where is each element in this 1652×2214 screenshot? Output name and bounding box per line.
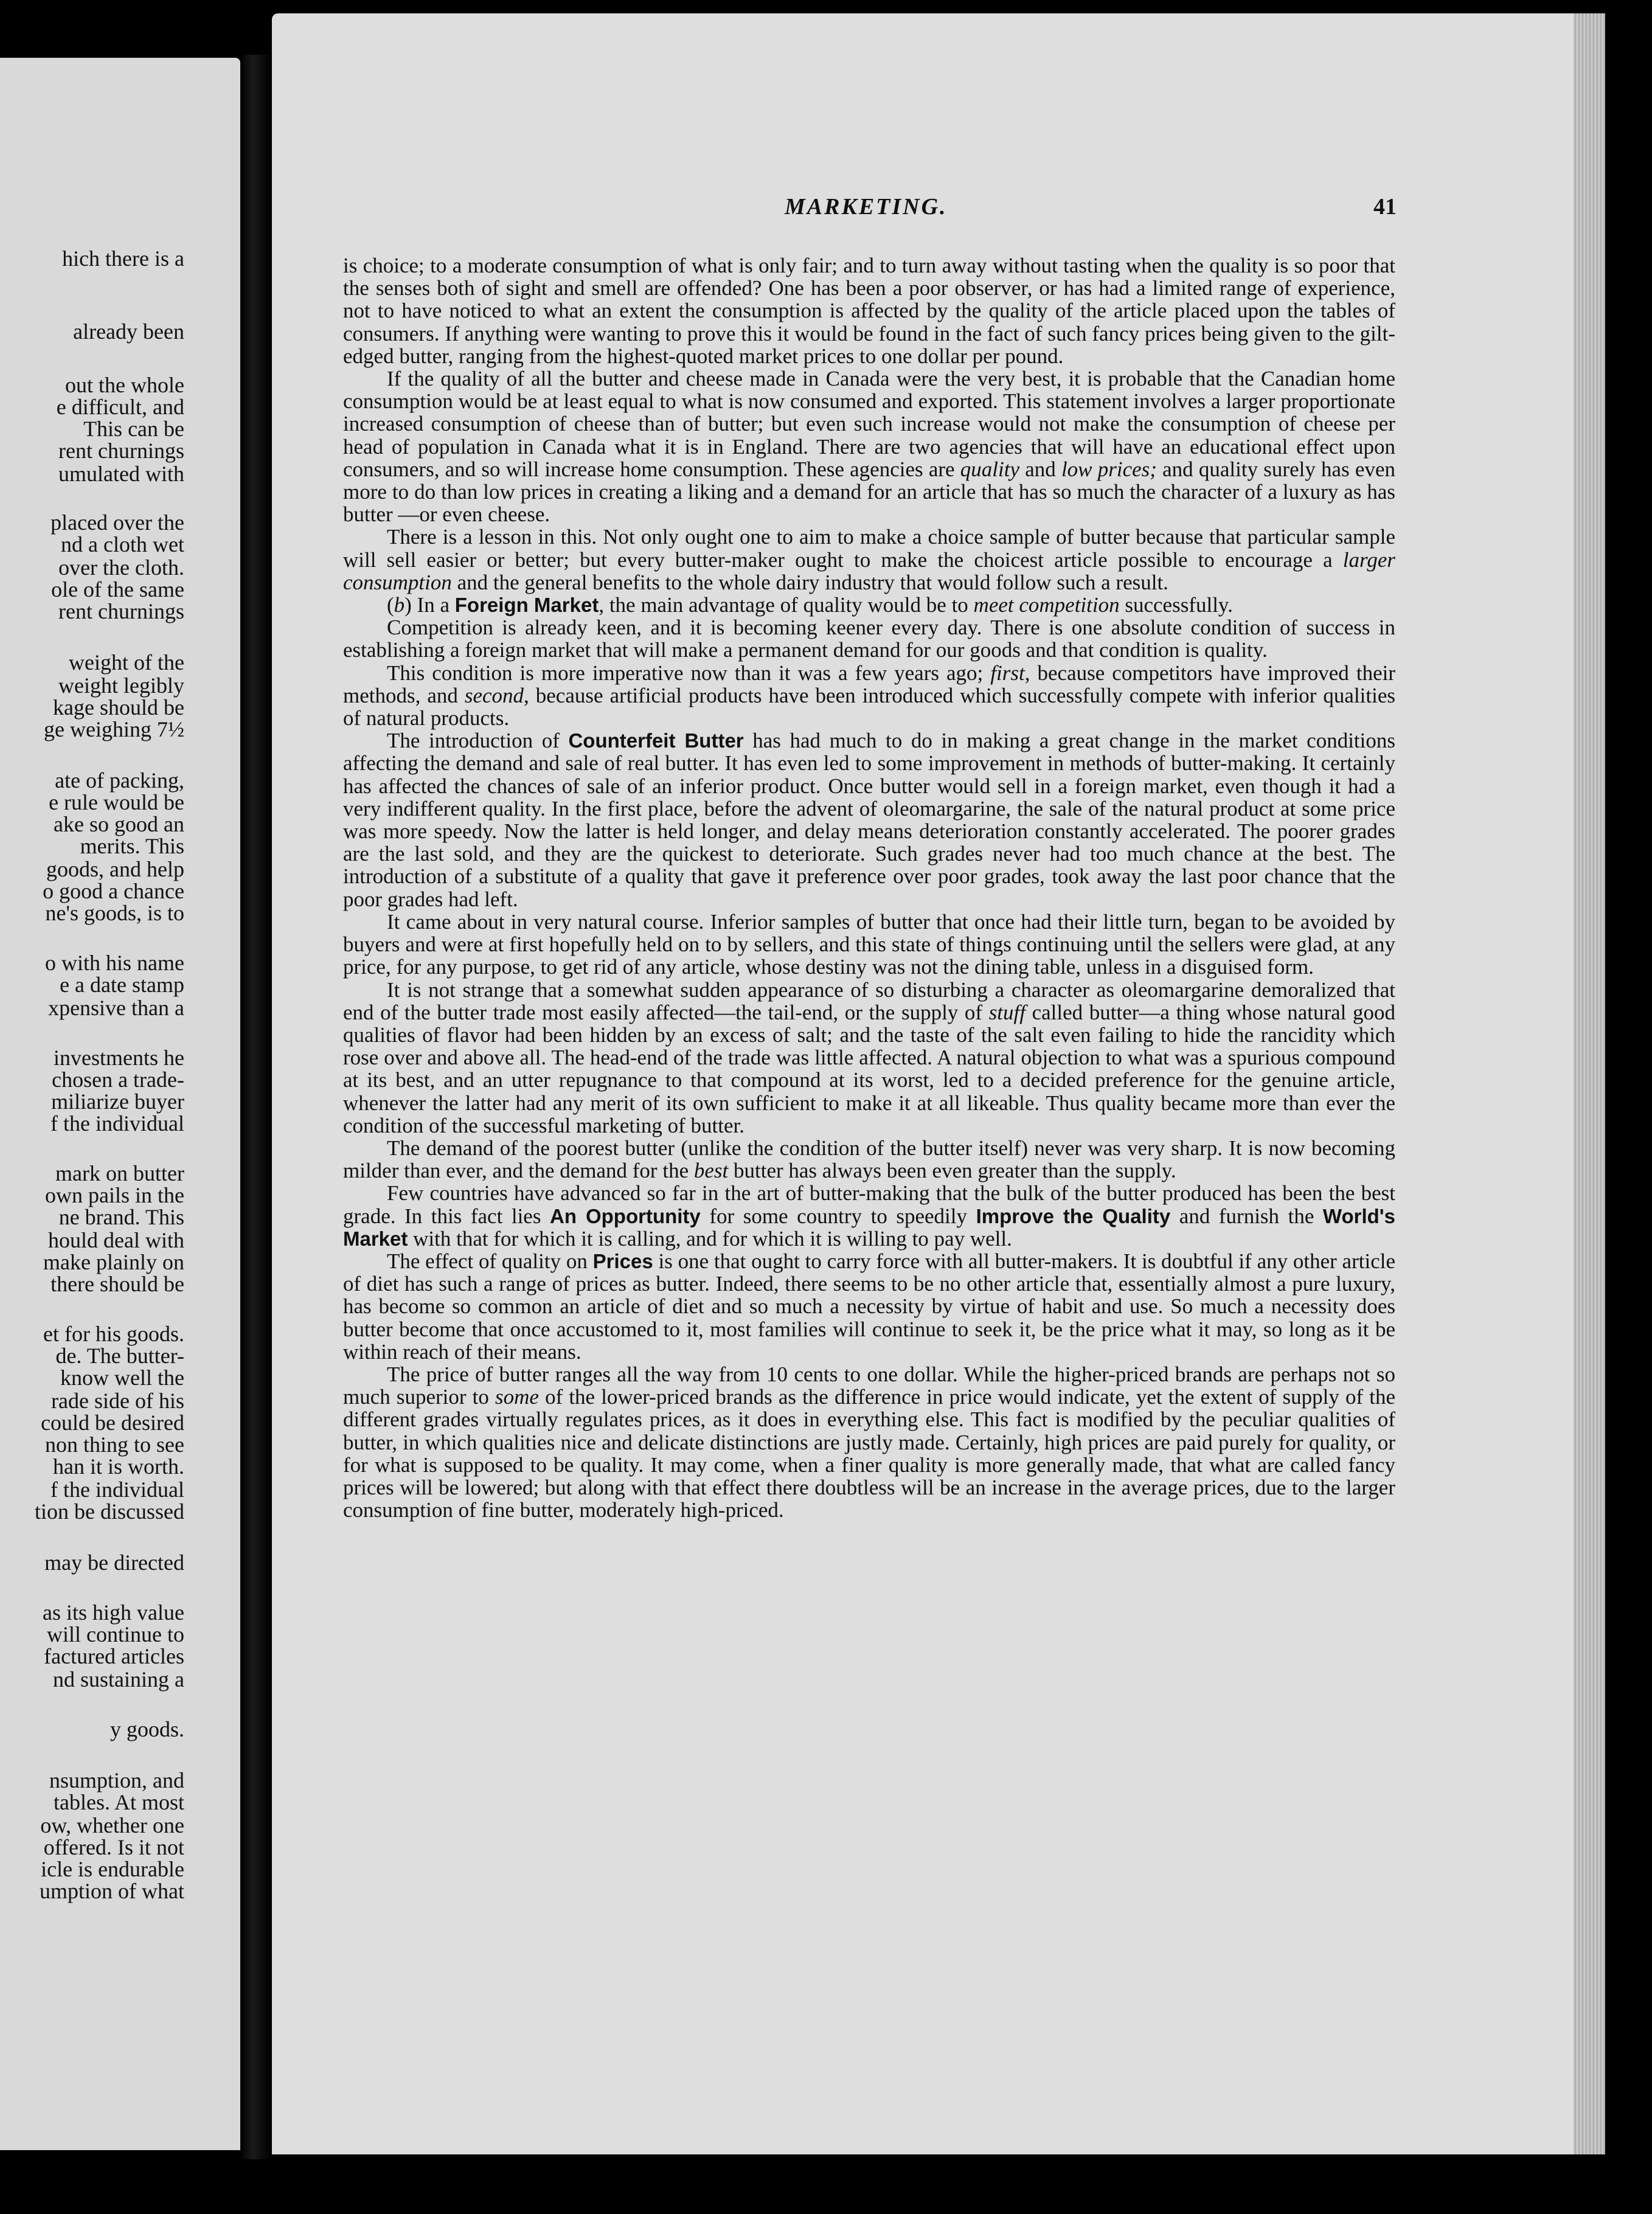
- fragment-line: kage should be: [53, 695, 184, 720]
- text-run: Competition is already keen, and it is becoming keener every day. There is one absolute condition of success in establishing a foreign market that will make a permanent demand for our goods and that condition is quality.: [343, 616, 1395, 662]
- fragment-line: know well the: [60, 1366, 184, 1390]
- book-gutter: [240, 55, 272, 2159]
- paragraph: [343, 979, 1395, 1137]
- paragraph: [343, 729, 1395, 911]
- paragraph: [343, 1137, 1395, 1182]
- text-run: has had much to do in making a great change in the market conditions affecting the demand and sale of real butter. It has even led to some improvement in methods of butter-making. It certainly has affected the chances of sale of an inferior product. Once butter would sell in a foreign market, even though it had a very indifferent quality. In the first place, before the advent of oleomargarine, the sale of the natural product at some price was more speedy. Now the latter is held longer, and delay means deterioration constantly accelerated. The poorer grades are the last sold, and they are the quickest to deteriorate. Such grades never had too much chance at the best. The introduction of a substitute of a quality that gave it preference over poor grades, took away the last poor chance that the poor grades had left.: [343, 729, 1396, 911]
- text-run: It came about in very natural course. Inferior samples of butter that once had their little turn, began to be avoided by buyers and were at first hopefully held on to by sellers, and this state of things continuing until the sellers were glad, at any price, for any purpose, to get rid of any article, whose destiny was not the dining table, unless in a disguised form.: [343, 909, 1395, 979]
- fragment-line: tion be discussed: [35, 1499, 184, 1524]
- fragment-line: miliarize buyer: [51, 1089, 184, 1114]
- fragment-line: ole of the same: [51, 577, 184, 602]
- fragment-line: ake so good an: [54, 812, 184, 836]
- fragment-line: merits. This: [80, 834, 184, 858]
- fragment-line: own pails in the: [45, 1183, 184, 1207]
- fragment-line: may be directed: [44, 1550, 184, 1575]
- text-run: butter has always been even greater than the supply.: [728, 1159, 1176, 1183]
- fragment-line: chosen a trade-: [52, 1067, 184, 1092]
- fragment-line: out the whole: [65, 373, 184, 397]
- fragment-line: ne's goods, is to: [45, 901, 184, 925]
- paragraph: [343, 526, 1395, 594]
- bold-term: An Opportunity: [550, 1204, 701, 1227]
- fragment-line: will continue to: [47, 1622, 184, 1647]
- fragment-line: non thing to see: [45, 1432, 184, 1457]
- text-run: The demand of the poorest butter (unlike the condition of the butter itself) never was very sharp. It is now becoming milder than ever, and the demand for the: [343, 1136, 1395, 1183]
- fragment-line: already been: [73, 319, 184, 344]
- fragment-line: nsumption, and: [49, 1768, 184, 1792]
- fragment-line: offered. Is it not: [43, 1835, 184, 1859]
- fragment-line: This can be: [83, 417, 184, 441]
- text-run: is choice; to a moderate consumption of what is only fair; and to turn away without tasting when the quality is so poor that the senses both of sight and smell are offended? One has been a poor observer, or has had a limited range of experience, not to have noticed to what an extent the consumption is affected by the quality of the article placed upon the tables of consumers. If anything were wanting to prove this it would be found in the fact of such fancy prices being given to the gilt-edged butter, ranging from the highest-quoted market prices to one dollar per pound.: [343, 254, 1395, 368]
- italic-text: larger consumption: [343, 547, 1395, 594]
- text-run: , because competitors have improved their methods, and: [343, 661, 1395, 707]
- bold-term: Counterfeit Butter: [568, 729, 744, 752]
- fragment-line: hould deal with: [48, 1228, 184, 1252]
- paragraph: [343, 594, 1395, 616]
- fragment-line: nd sustaining a: [53, 1667, 184, 1692]
- fragment-line: et for his goods.: [43, 1322, 184, 1346]
- italic-text: b: [394, 593, 405, 617]
- running-head: MARKETING.: [785, 194, 948, 220]
- text-run: with that for which it is calling, and for which it is willing to pay well.: [408, 1226, 1012, 1251]
- text-run: and furnish the: [1170, 1204, 1323, 1228]
- fragment-line: tables. At most: [54, 1790, 184, 1814]
- italic-text: stuff: [988, 1000, 1026, 1024]
- fragment-line: e a date stamp: [60, 973, 184, 997]
- fragment-line: weight legibly: [58, 673, 184, 698]
- page-edges: [1574, 13, 1605, 2154]
- fragment-line: nd a cloth wet: [61, 532, 184, 557]
- fragment-line: de. The butter-: [55, 1344, 184, 1368]
- italic-text: low prices;: [1061, 457, 1157, 481]
- fragment-line: umption of what: [40, 1879, 184, 1903]
- paragraph: [343, 662, 1395, 730]
- paragraph: [343, 1250, 1395, 1363]
- fragment-line: mark on butter: [55, 1161, 184, 1185]
- fragment-line: ge weighing 7½: [44, 717, 184, 741]
- italic-text: meet competition: [973, 593, 1120, 617]
- text-run: The introduction of: [387, 729, 569, 753]
- text-run: The effect of quality on: [387, 1249, 593, 1273]
- text-run: Few countries have advanced so far in the art of butter-making that the bulk of the butter produced has been the best grade. In this fact lies: [343, 1181, 1395, 1228]
- text-run: for some country to speedily: [700, 1204, 976, 1228]
- text-run: , because artificial products have been introduced which successfully compete with inferior qualities of natural products.: [343, 683, 1396, 730]
- text-run: called butter—a thing whose natural good qualities of flavor had been hidden by an excess of salt; and the taste of the salt even failing to hide the rancidity which rose over and above all. The head-end of the trade was little affected. A natural objection to what was a spurious compound at its best, and an utter repugnance to that compound at its worst, led to a decided preference for the genuine article, whenever the latter had any merit of its own sufficient to make it at all likeable. Thus quality became more than ever the condition of the successful marketing of butter.: [343, 1000, 1395, 1137]
- fragment-line: as its high value: [43, 1600, 184, 1625]
- italic-text: quality: [960, 457, 1019, 481]
- bold-term: Improve the Quality: [976, 1204, 1171, 1227]
- text-run: and: [1019, 457, 1061, 481]
- fragment-line: placed over the: [50, 510, 184, 535]
- fragment-line: ate of packing,: [55, 768, 184, 793]
- fragment-line: rent churnings: [58, 599, 184, 623]
- body-text: [343, 254, 1395, 1521]
- text-run: and quality surely has even more to do than low prices in creating a liking and a demand for an article that has so much the character of a luxury as has butter —or even cheese.: [343, 457, 1395, 527]
- text-run: There is a lesson in this. Not only ought one to aim to make a choice sample of butter because that particular sample will sell easier or better; but every butter-maker ought to make the choicest article possible to encourage a: [343, 525, 1395, 572]
- fragment-line: weight of the: [69, 650, 184, 675]
- text-run: This condition is more imperative now than it was a few years ago;: [387, 661, 991, 685]
- italic-text: first: [990, 661, 1025, 685]
- bold-term: World's Market: [343, 1204, 1395, 1250]
- previous-page-fragment: [0, 58, 240, 2150]
- fragment-line: ow, whether one: [40, 1813, 184, 1837]
- fragment-line: o with his name: [45, 951, 184, 975]
- fragment-line: xpensive than a: [48, 996, 184, 1020]
- paragraph: [343, 616, 1395, 661]
- fragment-line: rent churnings: [58, 439, 184, 463]
- text-run: The price of butter ranges all the way from 10 cents to one dollar. While the higher-priced brands are perhaps not so much superior to: [343, 1362, 1395, 1409]
- bold-term: Prices: [592, 1249, 653, 1272]
- fragment-line: y goods.: [109, 1717, 184, 1741]
- fragment-line: there should be: [50, 1272, 184, 1296]
- fragment-line: over the cloth.: [58, 555, 184, 580]
- fragment-line: investments he: [54, 1046, 184, 1070]
- paragraph: [343, 367, 1395, 526]
- text-run: successfully.: [1119, 593, 1233, 617]
- fragment-line: han it is worth.: [53, 1454, 184, 1479]
- text-run: ) In a: [404, 593, 455, 617]
- text-run: is one that ought to carry force with all butter-makers. It is doubtful if any other article of diet has such a range of prices as butter. Indeed, there seems to be no other article that, essentially almost a pure luxury, has become so common an article of diet and so much a necessity by virtue of habit and use. So much a necessity does butter become that once accustomed to it, most families will continue to seek it, be the price what it may, so long as it be within reach of their means.: [343, 1249, 1395, 1364]
- text-run: , the main advantage of quality would be to: [599, 593, 974, 617]
- italic-text: second: [464, 683, 524, 707]
- bold-term: Foreign Market: [454, 594, 599, 617]
- fragment-line: hich there is a: [62, 246, 184, 271]
- fragment-line: could be desired: [41, 1411, 184, 1435]
- paragraph: [343, 911, 1395, 979]
- italic-text: some: [495, 1385, 539, 1409]
- fragment-line: f the individual: [50, 1477, 184, 1502]
- italic-text: best: [693, 1159, 729, 1183]
- fragment-line: rade side of his: [51, 1389, 184, 1413]
- page-number: 41: [1373, 194, 1397, 220]
- fragment-line: umulated with: [58, 462, 184, 486]
- text-run: If the quality of all the butter and cheese made in Canada were the very best, it is probable that the Canadian home consumption would be at least equal to what is now consumed and exported. This statement involves a larger proportionate increased consumption of cheese than of butter; but even such increase would not make the consumption of cheese per head of population in Canada what it is in England. There are two agencies that will have an educational effect upon consumers, and so will increase home consumption. These agencies are: [343, 367, 1395, 481]
- text-run: of the lower-priced brands as the difference in price would indicate, yet the extent of supply of the different grades virtually regulates prices, as it does in everything else. This fact is modified by the peculiar qualities of butter, in which qualities nice and delicate distinctions are justly made. Certainly, high prices are paid purely for quality, or for what is supposed to be quality. It may come, when a finer quality is more generally made, that what are called fancy prices will be lowered; but along with that effect there doubtless will be an increase in the average prices, due to the larger consumption of fine butter, moderately high-priced.: [343, 1385, 1395, 1522]
- text-run: It is not strange that a somewhat sudden appearance of so disturbing a character as oleomargarine demoralized that end of the butter trade most easily affected—the tail-end, or the supply of: [343, 977, 1395, 1024]
- text-run: and the general benefits to the whole dairy industry that would follow such a result.: [451, 570, 1168, 594]
- text-run: (: [387, 593, 394, 617]
- paragraph: [343, 1182, 1395, 1250]
- fragment-line: make plainly on: [43, 1250, 184, 1274]
- paragraph: [343, 1363, 1395, 1521]
- fragment-line: icle is endurable: [41, 1857, 184, 1881]
- fragment-line: e rule would be: [49, 790, 184, 814]
- paragraph: [343, 254, 1395, 367]
- fragment-line: o good a chance: [43, 879, 184, 903]
- fragment-line: ne brand. This: [58, 1205, 184, 1229]
- fragment-line: goods, and help: [46, 857, 184, 881]
- fragment-line: f the individual: [50, 1111, 184, 1136]
- fragment-line: factured articles: [44, 1644, 184, 1668]
- fragment-line: e difficult, and: [56, 395, 184, 419]
